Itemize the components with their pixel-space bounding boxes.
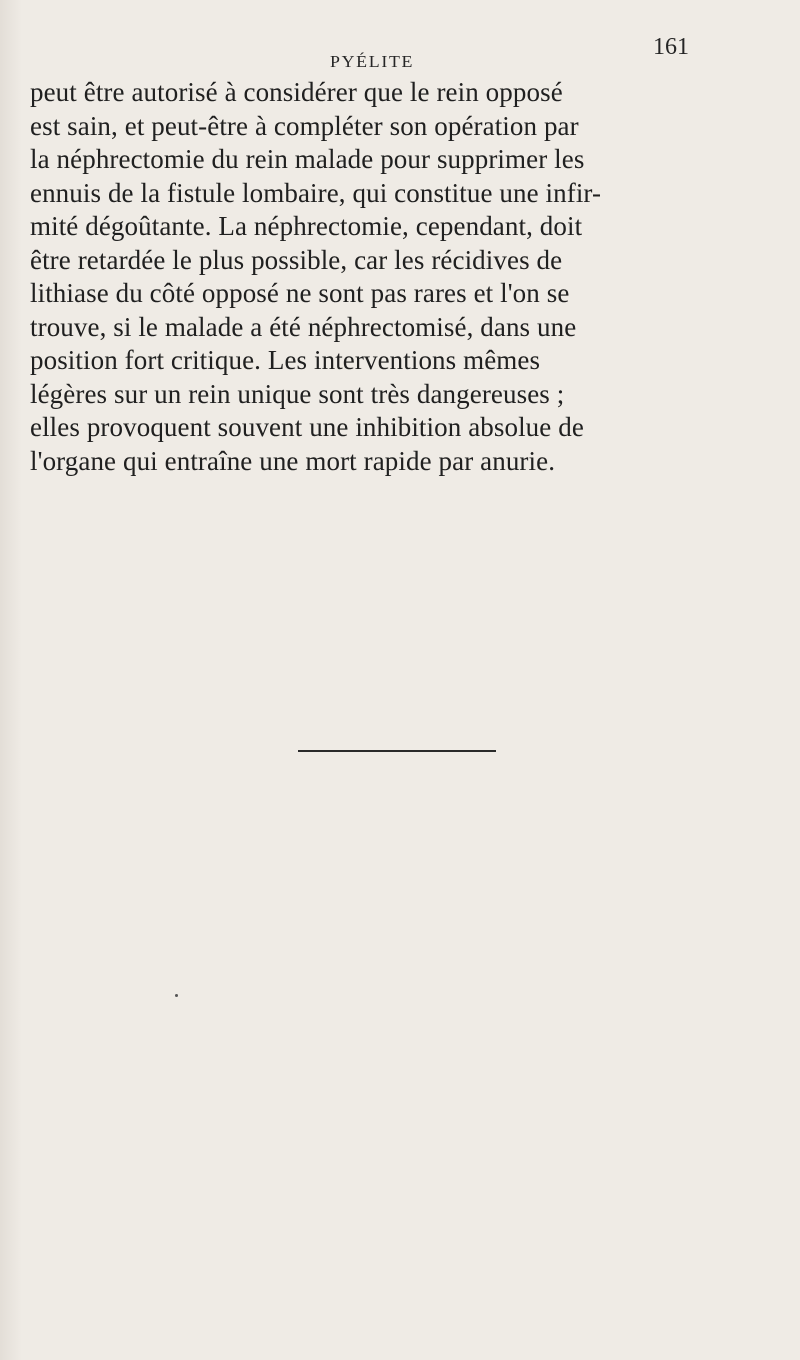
paper-speck [175, 994, 178, 997]
running-head: PYÉLITE [330, 52, 415, 71]
text-line: la néphrectomie du rein malade pour supprimer les [30, 144, 585, 174]
text-line: peut être autorisé à considérer que le rein opposé [30, 77, 563, 107]
text-line: lithiase du côté opposé ne sont pas rares et l'on se [30, 278, 570, 308]
text-line: mité dégoûtante. La néphrectomie, cependant, doit [30, 211, 583, 241]
text-line: légères sur un rein unique sont très dangereuses ; [30, 378, 565, 409]
text-line: est sain, et peut-être à compléter son opération par [30, 110, 579, 141]
text-line: elles provoquent souvent une inhibition absolue de [30, 412, 584, 442]
text-line: position fort critique. Les interventions mêmes [30, 345, 541, 375]
body-paragraph [30, 76, 750, 478]
text-line: être retardée le plus possible, car les récidives de [30, 244, 563, 275]
section-divider-rule [298, 750, 496, 752]
text-line: ennuis de la fistule lombaire, qui constitue une infir- [30, 177, 602, 208]
page-number: 161 [653, 34, 689, 60]
text-line: trouve, si le malade a été néphrectomisé, dans une [30, 311, 577, 342]
text-line: l'organe qui entraîne une mort rapide par anurie. [30, 445, 556, 476]
